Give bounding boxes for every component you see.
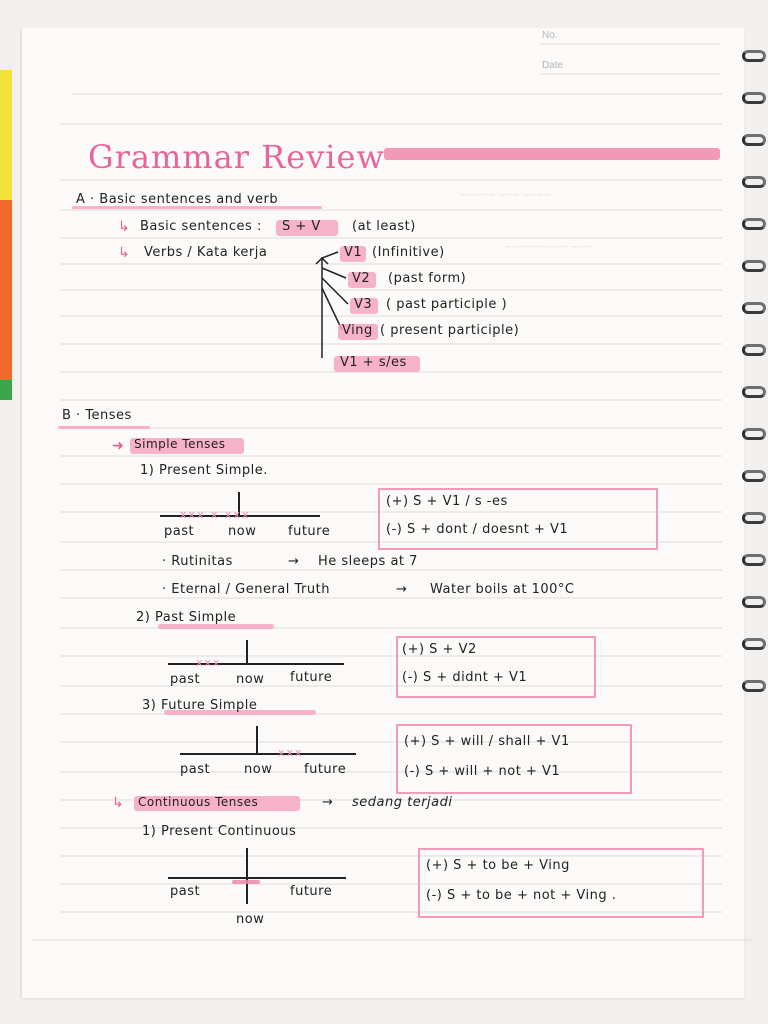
no-label: No. xyxy=(542,30,558,41)
verb-form-code: V3 xyxy=(354,297,373,312)
past-simple-title: 2) Past Simple xyxy=(136,610,237,625)
timeline-past-label: past xyxy=(180,762,211,777)
bleed-through-text: ~~~~~ ~~~ ~~~~ xyxy=(460,188,551,202)
present-continuous-title: 1) Present Continuous xyxy=(142,824,297,839)
future-simple-title: 3) Future Simple xyxy=(142,698,258,713)
basic-note: (at least) xyxy=(352,219,416,234)
verb-form-desc: ( present participle) xyxy=(380,323,520,338)
positive-formula: (+) S + V2 xyxy=(402,642,477,657)
arrow-icon: ➜ xyxy=(112,437,124,453)
timeline-axis xyxy=(168,877,346,879)
green-tab xyxy=(0,380,12,400)
timeline-axis xyxy=(168,663,344,665)
arrow-icon: ↳ xyxy=(118,244,130,260)
page-title: Grammar Review xyxy=(88,138,385,176)
arrow-icon: → xyxy=(322,795,334,810)
orange-tab xyxy=(0,200,12,380)
verb-form-code: V1 + s/es xyxy=(340,355,407,370)
timeline-now-tick xyxy=(246,640,248,664)
present-simple-title: 1) Present Simple. xyxy=(140,463,268,478)
timeline-now-label: now xyxy=(236,672,265,687)
timeline-past-label: past xyxy=(170,884,201,899)
timeline-now-label: now xyxy=(244,762,273,777)
verb-form-code: V2 xyxy=(352,271,371,286)
timeline-axis xyxy=(180,753,356,755)
branch-arrows-icon xyxy=(312,248,352,368)
positive-formula: (+) S + will / shall + V1 xyxy=(404,734,570,749)
spiral-binding xyxy=(740,50,768,700)
verb-form-desc: (past form) xyxy=(388,271,467,286)
continuous-tenses-label: Continuous Tenses xyxy=(138,795,259,809)
timeline-now-highlight xyxy=(232,880,260,884)
simple-tenses-label: Simple Tenses xyxy=(134,437,226,451)
arrow-icon: ↳ xyxy=(112,794,124,810)
timeline-now-tick xyxy=(256,726,258,754)
positive-formula: (+) S + V1 / s -es xyxy=(386,494,508,509)
arrow-icon: → xyxy=(288,554,300,569)
timeline-future-label: future xyxy=(290,670,333,685)
notebook-tabs xyxy=(0,70,12,400)
use-label: · Rutinitas xyxy=(162,554,233,569)
negative-formula: (-) S + didnt + V1 xyxy=(402,670,528,685)
section-b-underline xyxy=(58,426,150,429)
section-b-heading: B · Tenses xyxy=(62,408,132,423)
section-a-heading: A · Basic sentences and verb xyxy=(76,192,279,207)
timeline-future-label: future xyxy=(304,762,347,777)
negative-formula: (-) S + to be + not + Ving . xyxy=(426,888,617,903)
timeline-x-marks: xxx x xxx xyxy=(180,508,251,521)
verbs-label: Verbs / Kata kerja xyxy=(144,245,268,260)
basic-sentences-label: Basic sentences : xyxy=(140,219,262,234)
timeline-future-label: future xyxy=(288,524,331,539)
timeline-past-label: past xyxy=(164,524,195,539)
arrow-icon: ↳ xyxy=(118,218,130,234)
yellow-tab xyxy=(0,70,12,200)
negative-formula: (-) S + dont / doesnt + V1 xyxy=(386,522,569,537)
verb-form-code: V1 xyxy=(344,245,363,260)
date-label: Date xyxy=(542,60,564,71)
timeline-x-marks: xxx xyxy=(278,746,304,759)
use-example: Water boils at 100°C xyxy=(430,582,575,597)
continuous-meaning: sedang terjadi xyxy=(352,795,453,810)
use-example: He sleeps at 7 xyxy=(318,554,418,569)
use-label: · Eternal / General Truth xyxy=(162,582,330,597)
timeline-now-label: now xyxy=(236,912,265,927)
title-highlight-bar xyxy=(384,148,720,160)
bleed-through-text: ~~~~~~~~~ ~~~ xyxy=(505,240,593,254)
verb-form-desc: ( past participle ) xyxy=(386,297,508,312)
timeline-future-label: future xyxy=(290,884,333,899)
verb-form-desc: (Infinitive) xyxy=(372,245,445,260)
timeline-now-label: now xyxy=(228,524,257,539)
negative-formula: (-) S + will + not + V1 xyxy=(404,764,561,779)
arrow-icon: → xyxy=(396,582,408,597)
timeline-x-marks: xxx xyxy=(196,656,222,669)
timeline-now-tick xyxy=(246,848,248,904)
verb-form-code: Ving xyxy=(342,323,373,338)
basic-formula: S + V xyxy=(282,219,321,234)
timeline-past-label: past xyxy=(170,672,201,687)
positive-formula: (+) S + to be + Ving xyxy=(426,858,570,873)
